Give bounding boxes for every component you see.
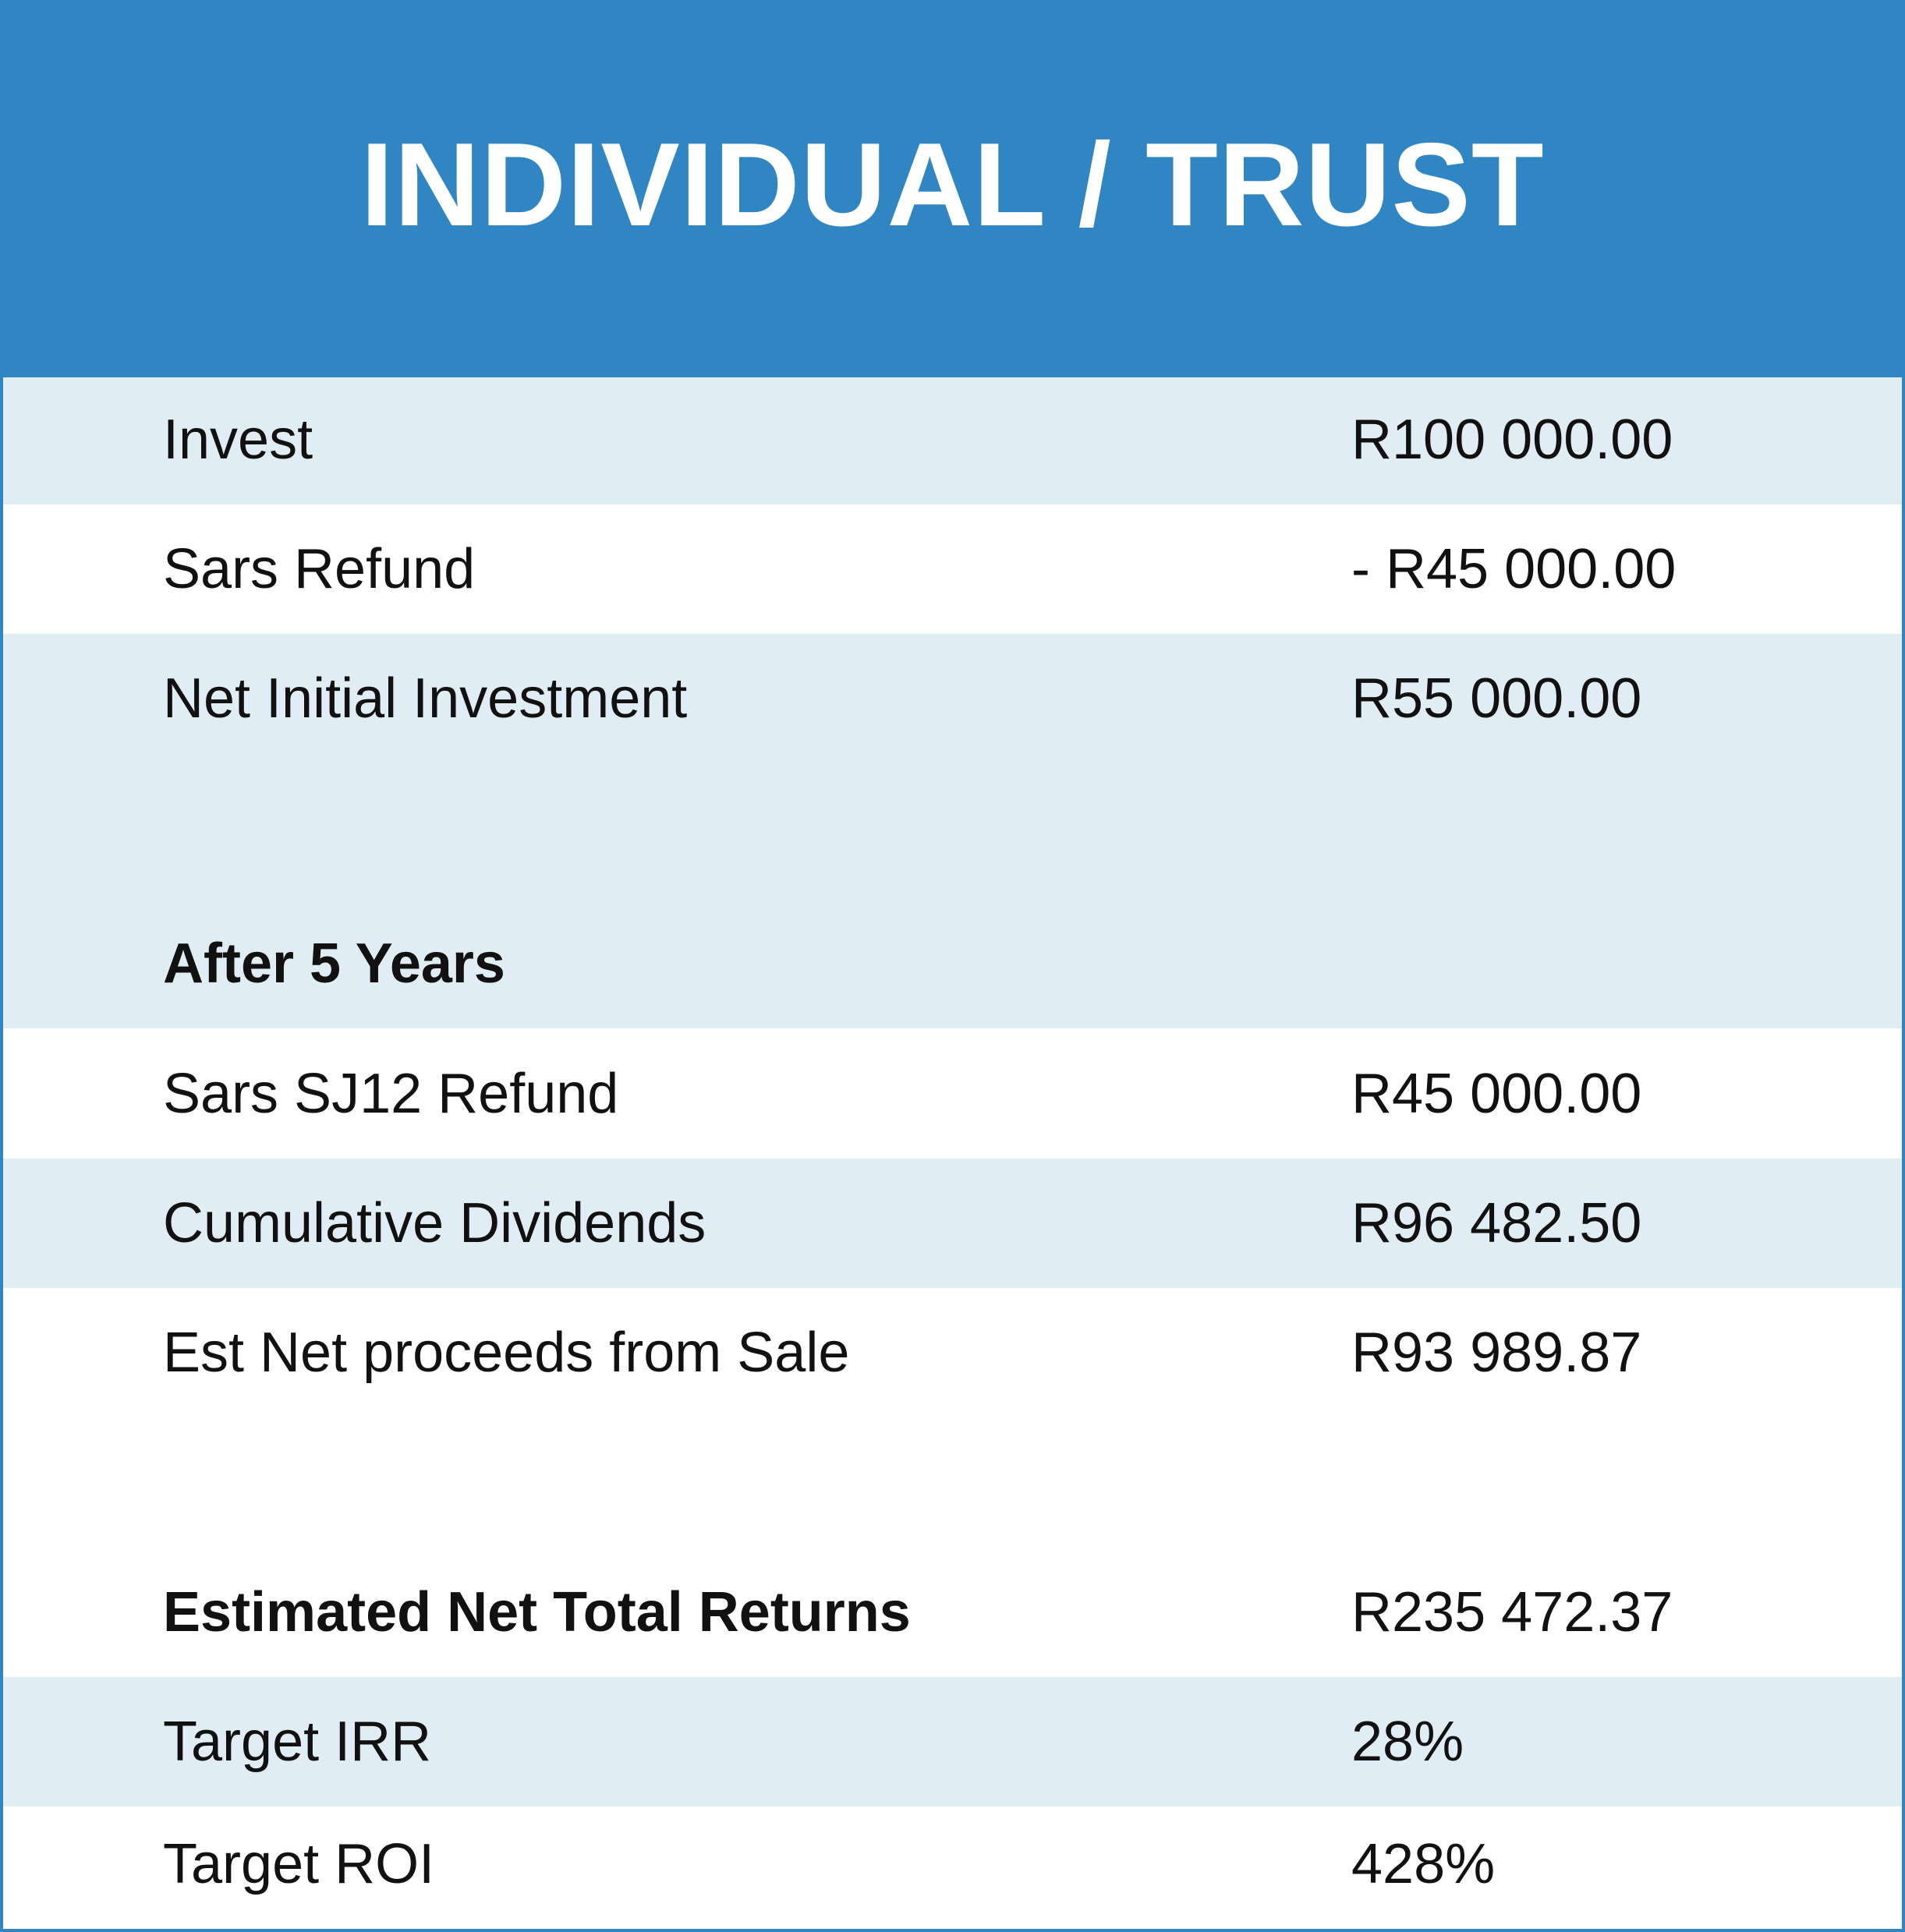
row-label: Sars SJ12 Refund <box>163 1063 619 1125</box>
row-label: Est Net proceeds from Sale <box>163 1322 850 1384</box>
row-value: 28% <box>1351 1711 1464 1773</box>
row-value: R45 000.00 <box>1351 1063 1642 1125</box>
card-title: INDIVIDUAL / TRUST <box>360 118 1545 251</box>
row-value: 428% <box>1351 1833 1496 1895</box>
section-heading: After 5 Years <box>163 932 505 995</box>
row-label: Target ROI <box>163 1833 435 1895</box>
row-label: Invest <box>163 409 313 471</box>
table-row-sars-refund <box>3 504 1902 634</box>
table-row-net-initial-investment <box>3 634 1902 763</box>
row-value: R96 482.50 <box>1351 1192 1642 1254</box>
table-row-estimated-net-total-returns <box>3 1417 1902 1677</box>
row-label: Estimated Net Total Returns <box>163 1581 911 1644</box>
row-label: Net Initial Investment <box>163 667 688 730</box>
summary-table <box>0 377 1905 1932</box>
row-value: R235 472.37 <box>1351 1581 1673 1644</box>
table-row-target-irr <box>3 1677 1902 1806</box>
table-row-cumulative-dividends <box>3 1159 1902 1288</box>
row-value: R93 989.87 <box>1351 1322 1642 1384</box>
row-label: Cumulative Dividends <box>163 1192 706 1254</box>
row-value: - R45 000.00 <box>1351 538 1677 600</box>
table-row-est-net-proceeds <box>3 1288 1902 1417</box>
table-row-sars-sj12-refund <box>3 1028 1902 1159</box>
row-label: Target IRR <box>163 1711 432 1773</box>
card-header <box>0 0 1905 377</box>
row-value: R55 000.00 <box>1351 667 1642 730</box>
table-row-after-5-years <box>3 763 1902 1028</box>
row-value: R100 000.00 <box>1351 409 1673 471</box>
table-row-invest <box>3 377 1902 504</box>
table-row-target-roi <box>3 1806 1902 1929</box>
row-label: Sars Refund <box>163 538 476 600</box>
